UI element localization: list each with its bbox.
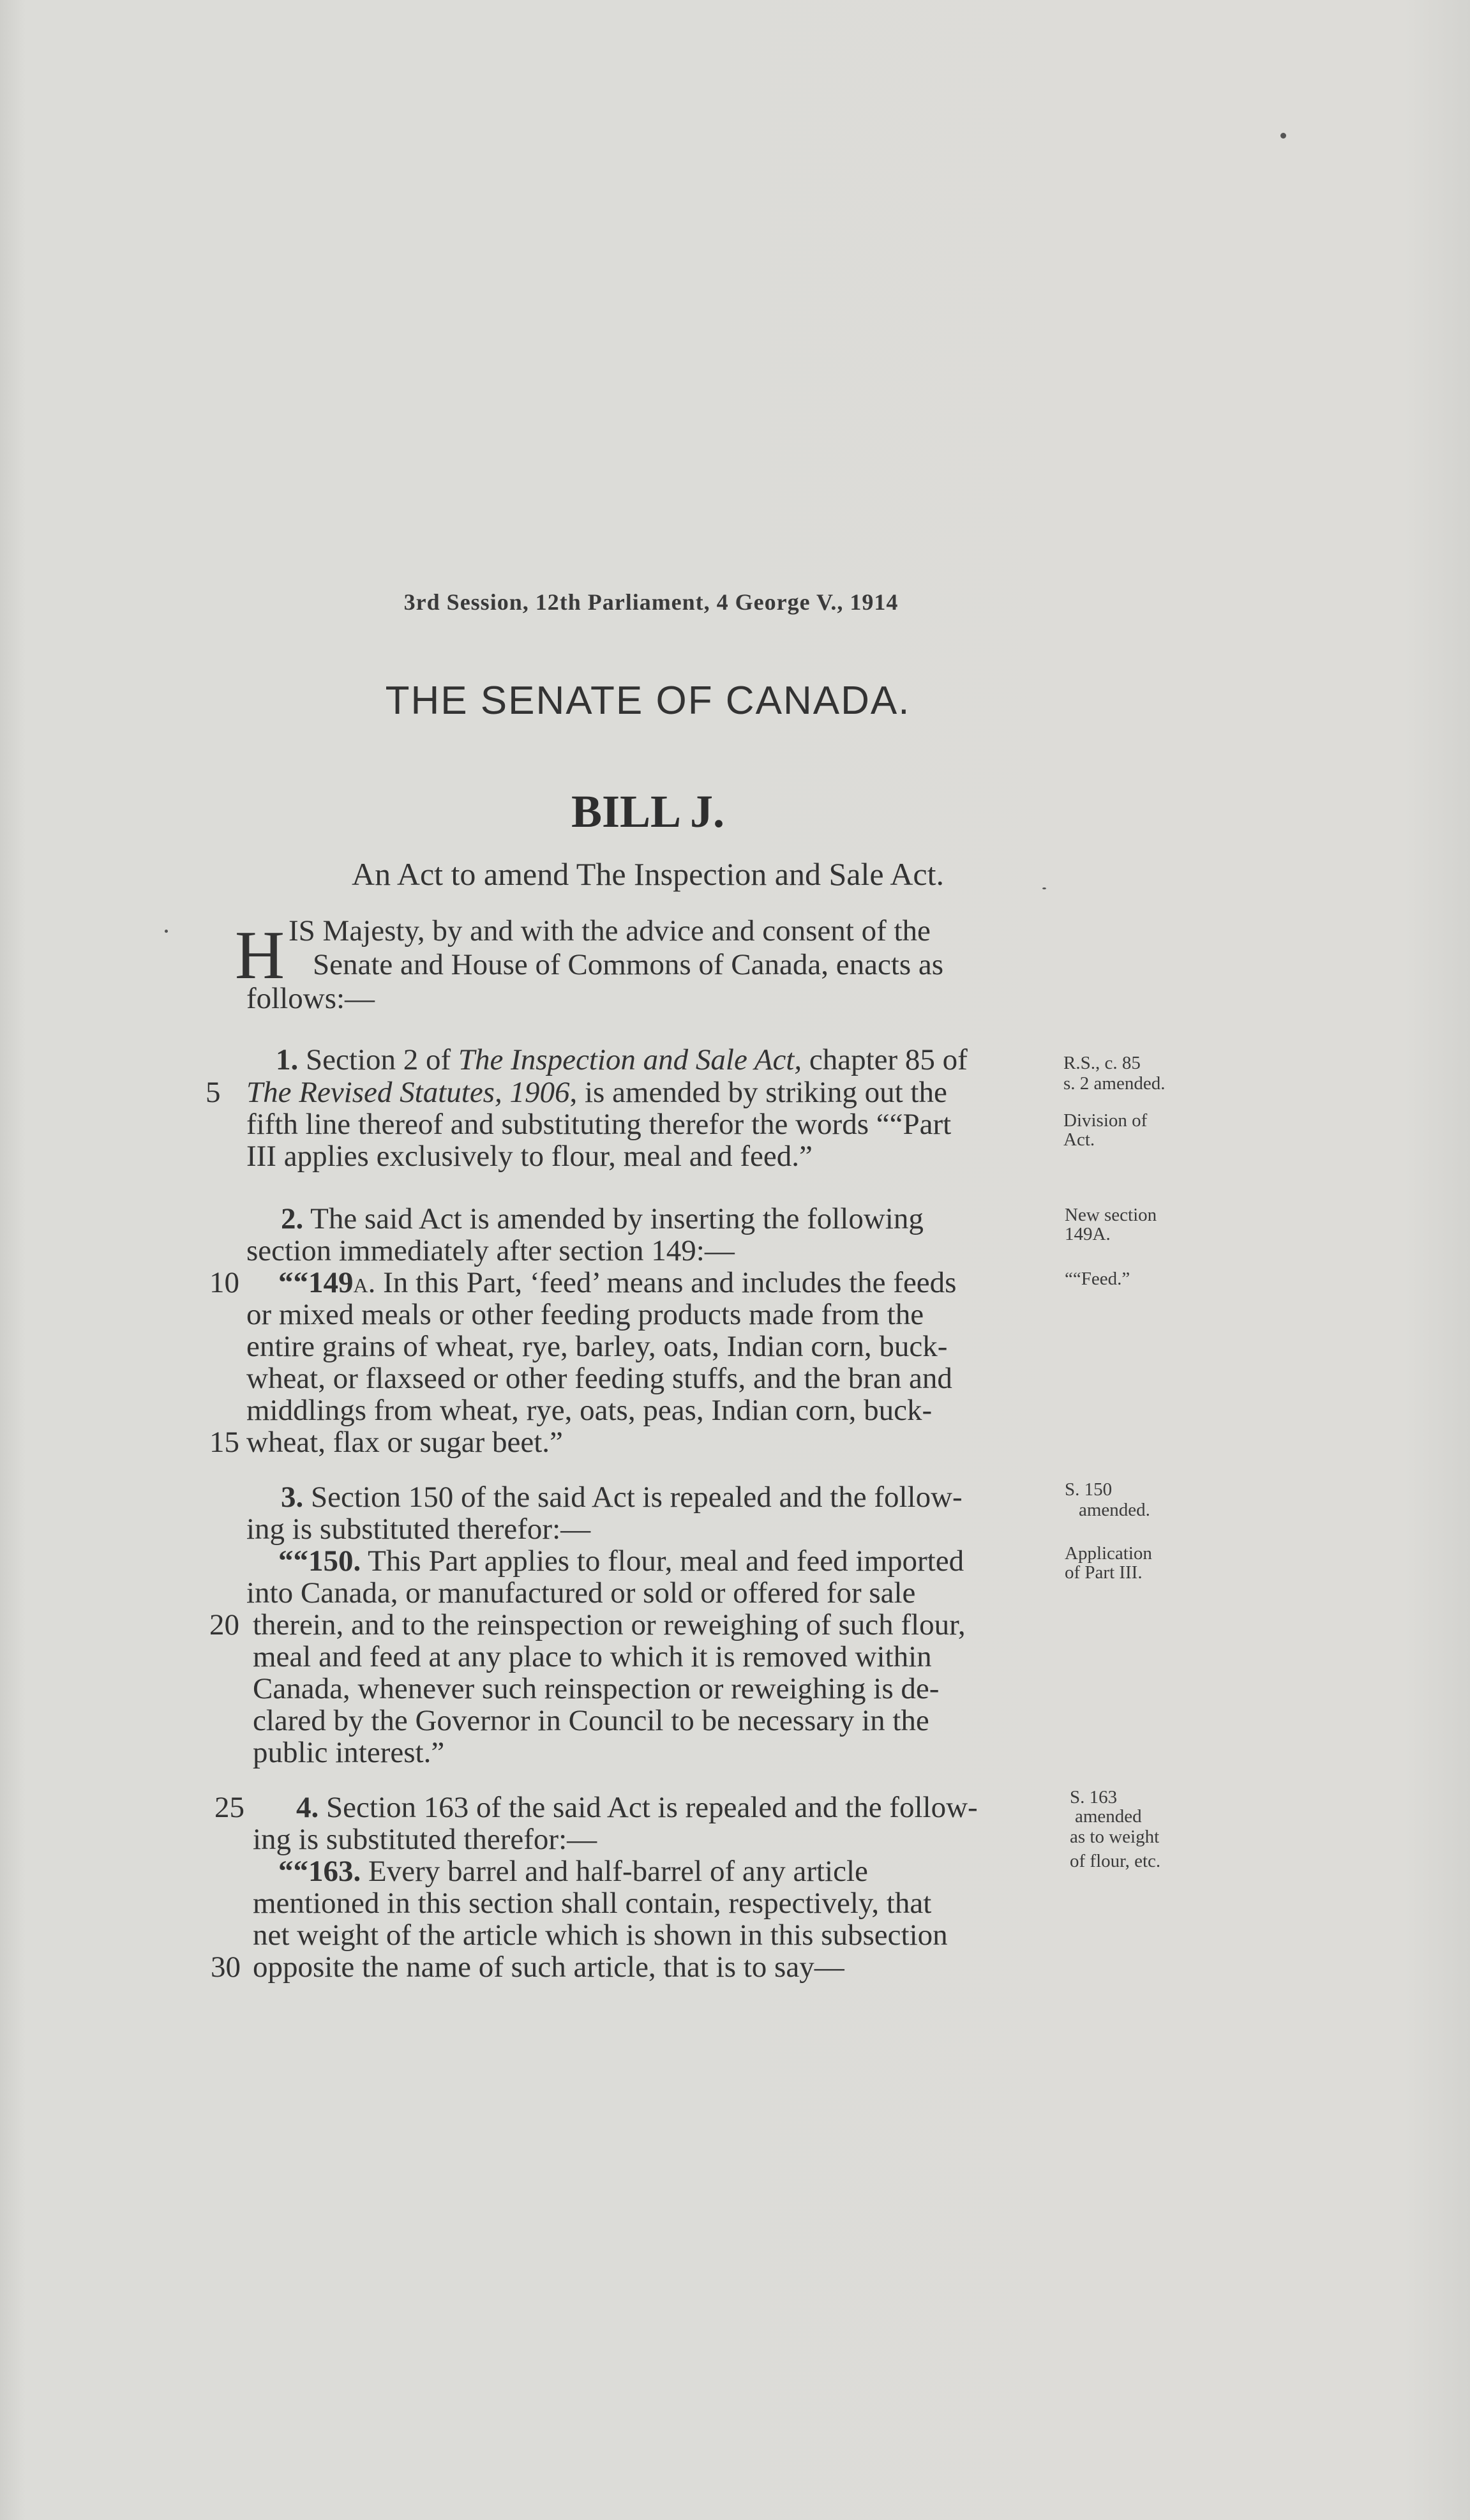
line-number: 10 xyxy=(209,1266,239,1299)
section-1-line: fifth line thereof and substituting therefor the words ““Part xyxy=(246,1108,952,1141)
preamble-line: Senate and House of Commons of Canada, enacts as xyxy=(313,948,944,981)
preamble-line: IS Majesty, by and with the advice and consent of the xyxy=(289,914,931,947)
section-2-line: or mixed meals or other feeding products made from the xyxy=(246,1298,924,1331)
margin-note: s. 2 amended. xyxy=(1063,1073,1166,1094)
section-1-line: The Revised Statutes, 1906, is amended by striking out the xyxy=(246,1076,947,1109)
paper-speck xyxy=(165,930,168,933)
section-number: 4. xyxy=(296,1791,319,1824)
section-2-line: ““149A. In this Part, ‘feed’ means and includes the feeds xyxy=(278,1266,957,1299)
section-3-line: meal and feed at any place to which it is removed within xyxy=(253,1640,932,1673)
section-3-line: clared by the Governor in Council to be necessary in the xyxy=(253,1704,929,1737)
senate-heading: THE SENATE OF CANADA. xyxy=(385,679,911,723)
section-3-line: therein, and to the reinspection or reweighing of such flour, xyxy=(253,1608,966,1641)
section-3-line: Canada, whenever such reinspection or reweighing is de- xyxy=(253,1672,940,1705)
margin-note: Application xyxy=(1065,1543,1152,1564)
act-title: An Act to amend The Inspection and Sale Act. xyxy=(351,856,945,892)
section-2-line: entire grains of wheat, rye, barley, oats, Indian corn, buck- xyxy=(246,1330,948,1363)
line-number: 5 xyxy=(206,1076,221,1109)
margin-note: 149A. xyxy=(1065,1224,1111,1244)
section-2-line: wheat, flax or sugar beet.” xyxy=(246,1426,563,1459)
margin-note: Act. xyxy=(1063,1129,1095,1150)
margin-note: Division of xyxy=(1063,1110,1148,1131)
preamble-line: follows:— xyxy=(246,982,375,1015)
margin-note: R.S., c. 85 xyxy=(1063,1053,1141,1073)
section-2-line: 2. The said Act is amended by inserting the following xyxy=(281,1202,924,1235)
section-2-line: middlings from wheat, rye, oats, peas, Indian corn, buck- xyxy=(246,1394,933,1427)
margin-note: amended. xyxy=(1079,1500,1150,1520)
margin-note: amended xyxy=(1075,1806,1142,1827)
section-number: 3. xyxy=(281,1481,304,1514)
section-4-line: 4. Section 163 of the said Act is repealed and the follow- xyxy=(296,1791,978,1824)
session-line: 3rd Session, 12th Parliament, 4 George V., 1914 xyxy=(403,589,899,615)
line-number: 15 xyxy=(209,1426,239,1459)
section-2-line: section immediately after section 149:— xyxy=(246,1234,735,1267)
section-number: 2. xyxy=(281,1202,304,1235)
section-number: 1. xyxy=(276,1043,299,1076)
margin-note: of Part III. xyxy=(1065,1562,1143,1583)
margin-note: S. 163 xyxy=(1070,1787,1118,1807)
margin-note: S. 150 xyxy=(1065,1479,1113,1500)
drop-cap: H xyxy=(235,917,285,993)
line-number: 25 xyxy=(214,1791,244,1824)
section-4-line: net weight of the article which is shown in this subsection xyxy=(253,1919,948,1952)
section-3-line: ing is substituted therefor:— xyxy=(246,1513,591,1546)
section-1-line: 1. Section 2 of The Inspection and Sale Act, chapter 85 of xyxy=(276,1043,968,1076)
margin-note: New section xyxy=(1065,1205,1157,1225)
section-1-line: III applies exclusively to flour, meal and feed.” xyxy=(246,1140,813,1173)
section-3-line: 3. Section 150 of the said Act is repealed and the follow- xyxy=(281,1481,963,1514)
section-3-line: ““150. This Part applies to flour, meal and feed imported xyxy=(278,1544,964,1578)
margin-note: as to weight xyxy=(1070,1827,1160,1847)
section-3-line: into Canada, or manufactured or sold or offered for sale xyxy=(246,1576,916,1610)
margin-note: ““Feed.” xyxy=(1065,1269,1130,1289)
line-number: 30 xyxy=(211,1950,241,1984)
section-4-line: opposite the name of such article, that is to say— xyxy=(253,1950,844,1984)
bill-title: BILL J. xyxy=(571,786,725,837)
line-number: 20 xyxy=(209,1608,239,1641)
section-4-line: ““163. Every barrel and half-barrel of any article xyxy=(278,1855,868,1888)
section-2-line: wheat, or flaxseed or other feeding stuffs, and the bran and xyxy=(246,1362,952,1395)
margin-note: of flour, etc. xyxy=(1070,1851,1161,1871)
paper-speck xyxy=(1280,133,1286,139)
section-4-line: ing is substituted therefor:— xyxy=(253,1823,597,1856)
section-4-line: mentioned in this section shall contain, respectively, that xyxy=(253,1887,932,1920)
section-3-line: public interest.” xyxy=(253,1736,445,1769)
